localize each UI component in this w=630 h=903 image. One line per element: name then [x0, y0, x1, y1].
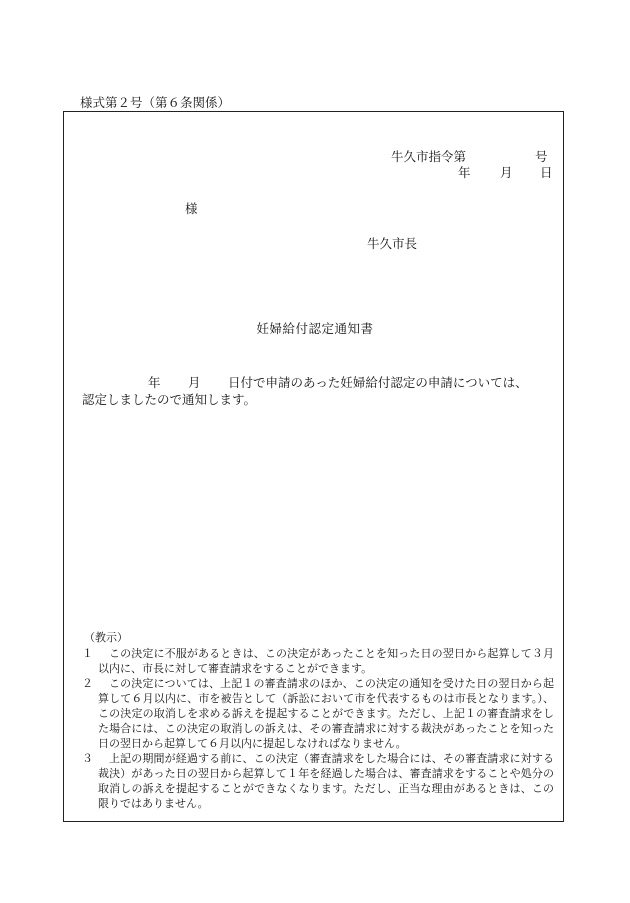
note-item-2	[82, 676, 554, 751]
note-number: ３	[82, 752, 93, 765]
body-text: 日付で申請のあった妊婦給付認定の申請については、	[228, 375, 528, 390]
notes-list	[82, 646, 554, 811]
note-item-1	[82, 646, 554, 676]
note-item-3	[82, 751, 554, 811]
document-title: 妊婦給付認定通知書	[256, 321, 374, 336]
note-text: 上記の期間が経過する前に、この決定（審査請求をした場合には、その審査請求に対する裁決）があった日の翌日から起算して１年を経過した場合は、審査請求をすることや処分の取消しの訴えを提起することができなくなります。ただし、正当な理由があるときは、この限りではありません。	[98, 752, 554, 810]
body-year-label: 年	[148, 375, 161, 390]
body-line-2: 認定しましたので通知します。	[82, 392, 257, 407]
note-text: この決定については、上記１の審査請求のほか、この決定の通知を受けた日の翌日から起算して６月以内に、市を被告として（訴訟において市を代表するものは市長となります。）、この決定の取消しを求める訴えを提起することができます。ただし、上記１の審査請求をした場合には、この決定の取消しの訴えは、その審査請求に対する裁決があったことを知った日の翌日から起算して６月以内に提起しなければなりません。	[98, 677, 554, 750]
notes-heading: （教示）	[84, 631, 128, 644]
document-number-suffix: 号	[535, 149, 548, 164]
body-month-label: 月	[188, 375, 201, 390]
date-day-label: 日	[540, 165, 553, 180]
date-year-label: 年	[458, 165, 471, 180]
document-number-prefix: 牛久市指令第	[391, 149, 467, 164]
note-number: ２	[82, 677, 93, 690]
sender-name: 牛久市長	[367, 236, 418, 251]
document-number	[391, 147, 548, 165]
date-month-label: 月	[500, 165, 513, 180]
form-label: 様式第２号（第６条関係）	[80, 95, 231, 110]
recipient-suffix: 様	[185, 201, 198, 216]
note-number: １	[82, 647, 93, 660]
note-text: この決定に不服があるときは、この決定があったことを知った日の翌日から起算して３月以内に、市長に対して審査請求をすることができます。	[98, 647, 554, 675]
